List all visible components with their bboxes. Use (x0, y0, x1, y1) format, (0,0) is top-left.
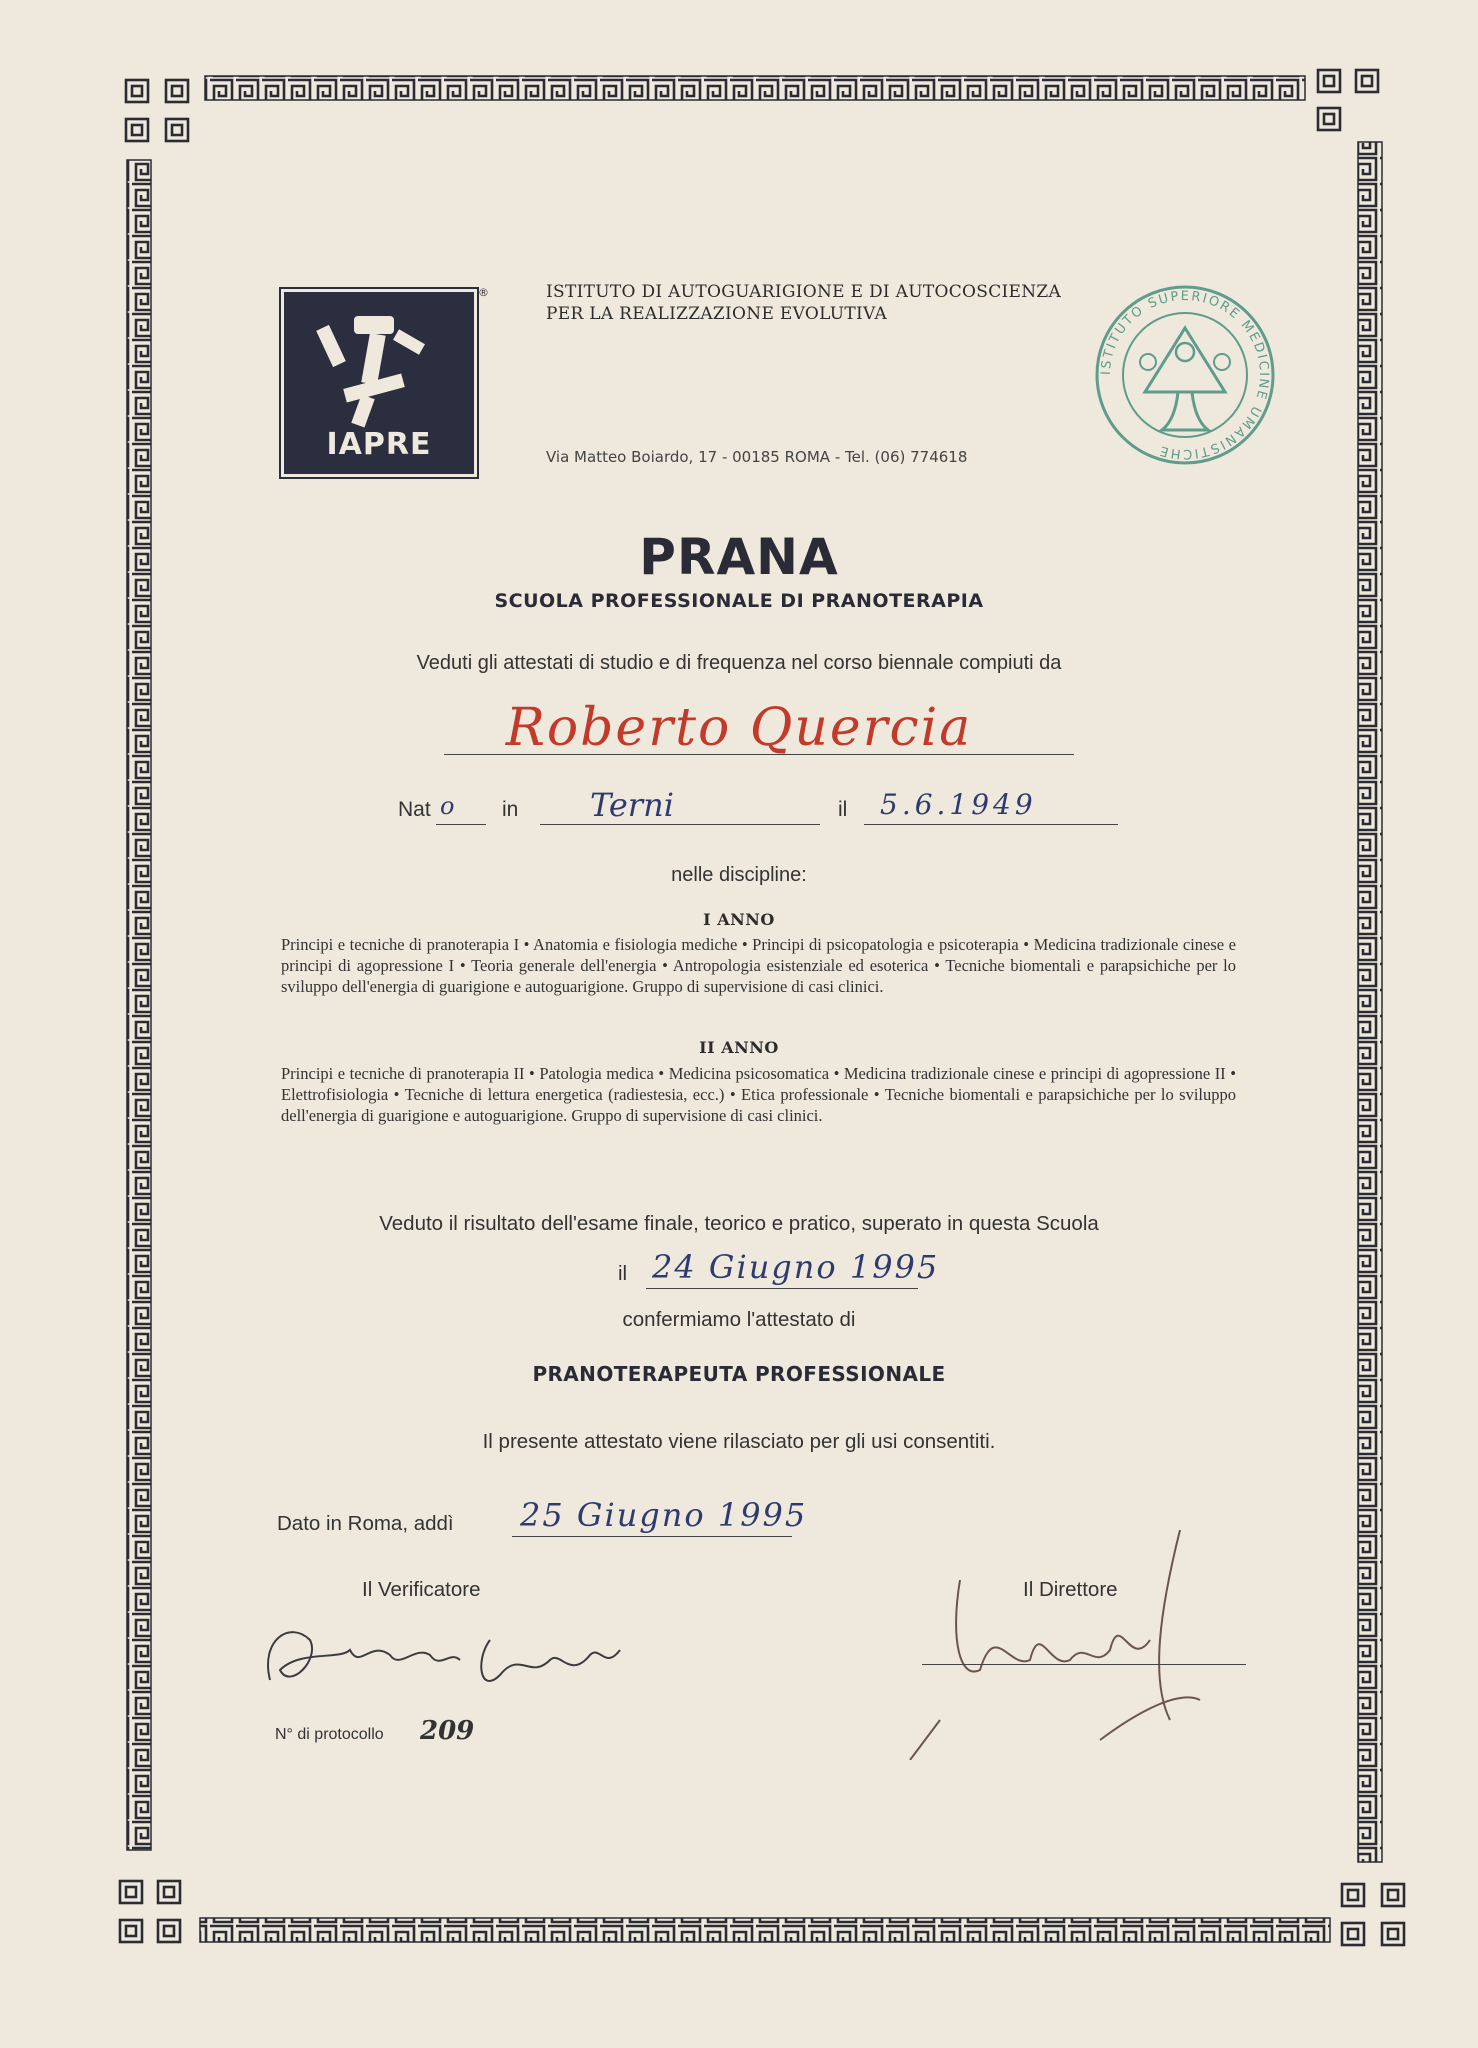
birth-place: Terni (590, 786, 674, 824)
institute-address: Via Matteo Boiardo, 17 - 00185 ROMA - Tel. (06) 774618 (546, 448, 968, 466)
figure-logo-icon (284, 296, 474, 436)
place-underline (540, 824, 820, 825)
exam-date-underline (646, 1288, 918, 1289)
director-label: Il Direttore (1023, 1578, 1118, 1601)
issue-date: 25 Giugno 1995 (520, 1496, 808, 1534)
qualification-title: PRANOTERAPEUTA PROFESSIONALE (532, 1362, 946, 1386)
certificate-title: PRANA (639, 528, 839, 586)
issue-date-underline (512, 1536, 792, 1537)
disciplines-label: nelle discipline: (671, 864, 807, 886)
nato-label: Nat (398, 798, 431, 821)
year1-heading: I ANNO (703, 910, 775, 929)
verifier-label: Il Verificatore (362, 1578, 481, 1601)
institute-name (546, 281, 1106, 325)
registered-mark: ® (478, 286, 489, 299)
confirm-text: confermiamo l'attestato di (622, 1308, 856, 1331)
name-underline (444, 754, 1074, 755)
logo-text: IAPRE (326, 427, 432, 462)
il-label: il (838, 798, 848, 821)
exam-result-text: Veduto il risultato dell'esame finale, teorico e pratico, superato in questa Scuola (379, 1212, 1099, 1235)
date-underline (864, 824, 1118, 825)
institute-line-1: ISTITUTO DI AUTOGUARIGIONE E DI AUTOCOSCIENZA (546, 282, 1062, 302)
birth-date: 5.6.1949 (880, 788, 1037, 821)
school-subtitle: SCUOLA PROFESSIONALE DI PRANOTERAPIA (494, 590, 984, 612)
nato-underline (436, 824, 486, 825)
birth-details (0, 786, 1478, 834)
institute-seal-icon (1090, 280, 1280, 470)
exam-il-label: il (618, 1262, 628, 1285)
year1-disciplines: Principi e tecniche di pranoterapia I • Anatomia e fisiologia mediche • Principi di psicopatologia e psicoterapia • Medicina tradizionale cinese e principi di agopressione I • Teoria generale dell'energia • Antropologia esistenziale ed esoterica • Tecniche biomentali e parapsichiche per lo sviluppo dell'energia di guarigione e autoguarigione. Gruppo di supervisione di casi clinici. (281, 935, 1236, 996)
svg-text:ISTITUTO SUPERIORE MEDICINE UM (1099, 289, 1271, 461)
iapre-logo (281, 289, 477, 477)
verifier-signature (250, 1600, 630, 1710)
director-signature (900, 1520, 1240, 1760)
seal-text: ISTITUTO SUPERIORE MEDICINE UMANISTICHE (1098, 288, 1272, 462)
usage-text: Il presente attestato viene rilasciato per gli usi consentiti. (482, 1430, 996, 1453)
protocol-number: 209 (420, 1716, 475, 1746)
intro-text: Veduti gli attestati di studio e di frequenza nel corso biennale compiuti da (416, 652, 1062, 674)
in-label: in (502, 798, 519, 821)
institute-line-2: PER LA REALIZZAZIONE EVOLUTIVA (546, 304, 888, 324)
year2-heading: II ANNO (699, 1038, 779, 1057)
nato-suffix: o (440, 792, 455, 820)
exam-date: 24 Giugno 1995 (652, 1248, 940, 1286)
director-signature-line (922, 1664, 1246, 1665)
issue-label: Dato in Roma, addì (277, 1512, 454, 1535)
protocol-label: N° di protocollo (275, 1726, 384, 1743)
year2-disciplines: Principi e tecniche di pranoterapia II • Patologia medica • Medicina psicosomatica • Medicina tradizionale cinese e principi di agopressione II • Elettrofisiologia • Tecniche di lettura energetica (radiestesia, ecc.) • Etica professionale • Tecniche biomentali e parapsichiche per lo sviluppo dell'energia di guarigione e autoguarigione. Gruppo di supervisione di casi clinici. (281, 1064, 1236, 1125)
student-name: Roberto Quercia (505, 698, 973, 758)
